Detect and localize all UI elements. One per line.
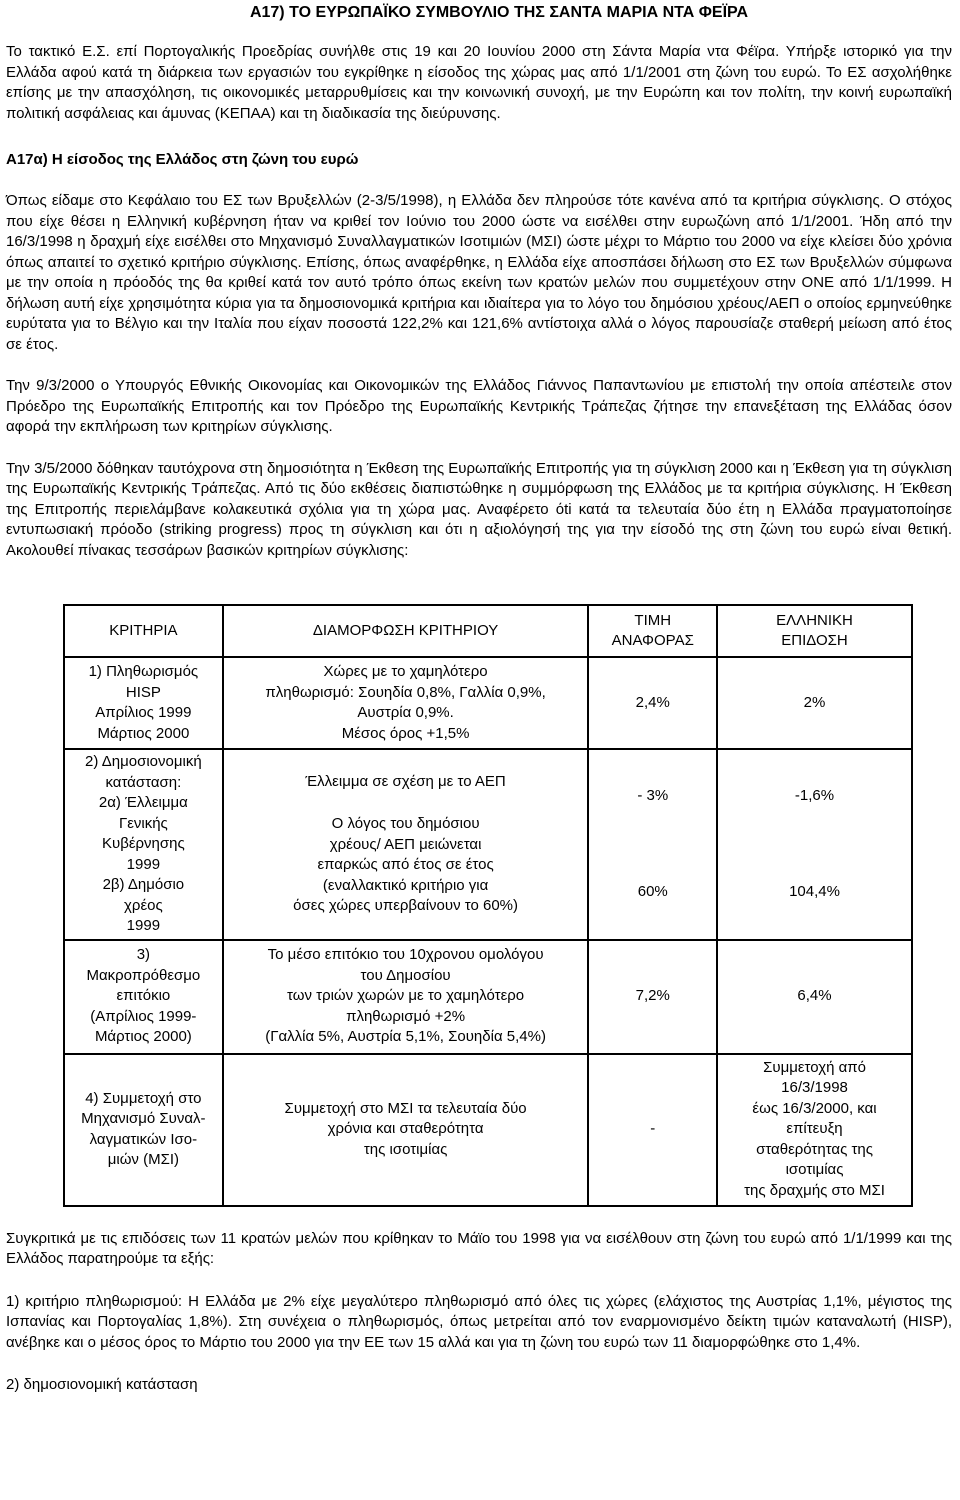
cell-line: επίτευξη	[786, 1120, 843, 1138]
cell-line: επαρκώς από έτος σε έτος	[317, 856, 494, 874]
header-greek-line: ΕΛΛΗΝΙΚΗ	[776, 611, 853, 629]
cell-gap	[593, 806, 712, 882]
cell-line: χρέος	[124, 896, 163, 914]
paragraph-fiscal: 2) δημοσιονομική κατάσταση	[6, 1376, 198, 1393]
cell-line: μιών (ΜΣΙ)	[107, 1151, 179, 1168]
cell-line: λαγματικών Ισο-	[89, 1130, 198, 1148]
cell-line: Μηχανισμό Συναλ-	[81, 1110, 206, 1127]
row4-greek	[717, 1054, 912, 1206]
row1-formation	[223, 657, 589, 749]
cell-line: Κυβέρνησης	[102, 835, 185, 852]
paragraph-inflation: 1) κριτήριο πληθωρισμού: Η Ελλάδα με 2% είχε μεγαλύτερο πληθωρισμό από όλες τις χώρες (ελάχιστος της Αυστρίας 1,1%, μέγιστος της Ισπανίας και Πορτογαλίας 1,8%). Στη συνέχεια ο πληθωρισμός, όπως μετρείται από τον εναρμονισμένο δείκτη τιμών καταναλωτή (HISP), ανέβηκε και ο μέσος όρος το Μάρτιο του 2000 για την ΕΕ των 15 αλλά και για τη ζώνη του ευρώ των 11 διαμορφώθηκε στο 1,4%.	[6, 1292, 952, 1351]
row1-criteria	[64, 657, 223, 749]
cell-line: Έλλειμμα σε σχέση με το ΑΕΠ	[305, 772, 506, 790]
cell-line: 3)	[136, 946, 151, 964]
section-heading: Α17α) Η είσοδος της Ελλάδος στη ζώνη του ευρώ	[6, 151, 359, 168]
cell-line: του Δημοσίου	[360, 966, 451, 984]
cell-line: Χώρες με το χαμηλότερο	[323, 663, 488, 680]
cell-line: Συμμετοχή στο ΜΣΙ τα τελευταία δύο	[284, 1099, 527, 1117]
cell-line: 1) Πληθωρισμός	[88, 663, 199, 680]
header-criteria: ΚΡΙΤΗΡΙΑ	[64, 605, 223, 657]
cell-line: -1,6%	[794, 786, 835, 804]
cell-line: επιτόκιο	[116, 987, 171, 1005]
header-reference-line: ΑΝΑΦΟΡΑΣ	[611, 632, 694, 649]
row4-criteria	[64, 1054, 223, 1206]
cell-line: (εναλλακτικό κριτήριο για	[322, 876, 489, 894]
table-header-row	[64, 605, 912, 657]
cell-line: 16/3/1998	[781, 1079, 848, 1097]
criteria-table	[63, 604, 913, 1207]
cell-line: Μακροπρόθεσμο	[86, 966, 201, 984]
cell-line: Το μέσο επιτόκιο του 10χρονου ομολόγου	[267, 946, 544, 964]
cell-line: - 3%	[637, 786, 669, 804]
cell-line: Μάρτιος 2000	[97, 724, 190, 742]
cell-line: σταθερότητας της	[756, 1140, 873, 1158]
row2-greek	[717, 749, 912, 940]
table-row	[64, 657, 912, 749]
cell-line: 104,4%	[789, 883, 840, 901]
cell-line: 1999	[126, 917, 161, 934]
cell-line: (Γαλλία 5%, Αυστρία 5,1%, Σουηδία 5,4%)	[265, 1028, 546, 1046]
row1-reference: 2,4%	[588, 657, 717, 749]
cell-line: έως 16/3/2000, και	[752, 1099, 877, 1117]
cell-line: 2β) Δημόσιο	[102, 876, 185, 893]
row4-reference: -	[588, 1054, 717, 1206]
row3-greek: 6,4%	[717, 940, 912, 1054]
paragraph-intro: Το τακτικό Ε.Σ. επί Πορτογαλικής Προεδρίας συνήλθε στις 19 και 20 Ιουνίου 2000 στη Σάντα Μαρία ντα Φέϊρα. Υπήρξε ιστορικό για την Ελλάδα αφού κατά τη διάρκεια των εργασιών του εγκρίθηκε η είσοδος της χώρας μας από 1/1/2001 στη ζώνη του ευρώ. Το ΕΣ ασχολήθηκε επίσης με την απασχόληση, τις οικονομικές μεταρρυθμίσεις και την κοινωνική συνοχή, με την Ευρώπη και τον πολίτη, την κοινή ευρωπαϊκή πολιτική ασφάλειας και άμυνας (ΚΕΠΑΑ) και τη διαδικασία της διεύρυνσης.	[6, 43, 952, 122]
cell-line: όσες χώρες υπερβαίνουν το 60%)	[293, 897, 519, 915]
cell-line: 1999	[126, 855, 161, 873]
cell-gap	[228, 792, 584, 814]
cell-line: Ο λόγος του δημόσιου	[331, 815, 480, 833]
cell-line: Γενικής	[118, 814, 168, 832]
criteria-table-wrapper	[63, 604, 952, 1207]
cell-line: 60%	[637, 883, 668, 901]
cell-line: HISP	[125, 683, 161, 701]
cell-line: πληθωρισμό: Σουηδία 0,8%, Γαλλία 0,9%,	[265, 683, 546, 701]
cell-line: Μάρτιος 2000)	[94, 1028, 192, 1046]
table-row	[64, 940, 912, 1054]
cell-line: Αυστρία 0,9%.	[357, 704, 454, 721]
cell-line: πληθωρισμό +2%	[346, 1007, 466, 1025]
row1-greek: 2%	[717, 657, 912, 749]
row2-formation	[223, 749, 589, 940]
header-greek	[717, 605, 912, 657]
cell-line: Συμμετοχή από	[763, 1058, 866, 1076]
cell-line: χρόνια και σταθερότητα	[327, 1120, 484, 1138]
cell-line: της δραχμής στο ΜΣΙ	[744, 1181, 885, 1199]
cell-line: της ισοτιμίας	[363, 1140, 448, 1158]
cell-line: (Απρίλιος 1999-	[90, 1007, 197, 1025]
cell-line: Μέσος όρος +1,5%	[341, 724, 470, 742]
paragraph-comparison: Συγκριτικά με τις επιδόσεις των 11 κρατών μελών που κρίθηκαν το Μάϊο του 1998 για να εισέλθουν στη ζώνη του ευρώ από 1/1/1999 και της Ελλάδος παρατηρούμε τα εξής:	[6, 1229, 952, 1267]
cell-line: κατάσταση:	[105, 773, 182, 791]
row3-reference: 7,2%	[588, 940, 717, 1054]
row2-reference	[588, 749, 717, 940]
row2-criteria	[64, 749, 223, 940]
table-row	[64, 749, 912, 940]
cell-line: χρέους/ ΑΕΠ μειώνεται	[329, 835, 482, 853]
header-formation: ΔΙΑΜΟΡΦΩΣΗ ΚΡΙΤΗΡΙΟΥ	[223, 605, 589, 657]
row3-formation	[223, 940, 589, 1054]
cell-line: ισοτιμίας	[785, 1161, 844, 1179]
document-title: Α17) ΤΟ ΕΥΡΩΠΑΪΚΟ ΣΥΜΒΟΥΛΙΟ ΤΗΣ ΣΑΝΤΑ ΜΑΡΙΑ ΝΤΑ ΦΕΪΡΑ	[249, 4, 749, 21]
cell-line: Απρίλιος 1999	[95, 704, 192, 721]
paragraph-letter: Την 9/3/2000 ο Υπουργός Εθνικής Οικονομίας και Οικονομικών της Ελλάδος Γιάννος Παπαντωνίου με επιστολή την οποία απέστειλε στον Πρόεδρο της Ευρωπαϊκής Επιτροπής και τον Πρόεδρο της Ευρωπαϊκής Κεντρικής Τράπεζας ζήτησε την επανεξέταση της Ελλάδας όσον αφορά την εκπλήρωση των κριτηρίων σύγκλισης.	[6, 377, 952, 435]
table-row	[64, 1054, 912, 1206]
paragraph-reports: Την 3/5/2000 δόθηκαν ταυτόχρονα στη δημοσιότητα η Έκθεση της Ευρωπαϊκής Επιτροπής για τη σύγκλιση 2000 και η Έκθεση για τη σύγκλιση της Ευρωπαϊκής Κεντρικής Τράπεζας. Από τις δύο εκθέσεις διαπιστώθηκε η συμμόρφωση της Ελλάδος με τα κριτήρια σύγκλισης. Η Έκθεση της Επιτροπής περιελάμβανε κολακευτικά σχόλια για τη χώρα μας. Αναφέρετο όti κατά τα τελευταία δύο έτη η Ελλάδα πραγματοποίησε εντυπωσιακή πρόοδο (striking progress) προς τη σύγκλιση και ότι η αξιολόγησή της για την είσοδό της στη ζώνη του ευρώ είναι θετική. Ακολουθεί πίνακας τεσσάρων βασικών κριτηρίων σύγκλισης:	[6, 459, 952, 559]
header-greek-line: ΕΠΙΔΟΣΗ	[781, 632, 848, 649]
cell-gap	[722, 806, 907, 882]
row4-formation	[223, 1054, 589, 1206]
cell-line: 4) Συμμετοχή στο	[85, 1089, 202, 1107]
cell-line: των τριών χωρών με το χαμηλότερο	[287, 987, 525, 1005]
header-reference-line: ΤΙΜΗ	[634, 611, 672, 629]
header-reference	[588, 605, 717, 657]
row3-criteria	[64, 940, 223, 1054]
cell-line: 2) Δημοσιονομική	[85, 753, 202, 770]
paragraph-background: Όπως είδαμε στο Κεφάλαιο του ΕΣ των Βρυξελλών (2-3/5/1998), η Ελλάδα δεν πληρούσε τότε κανένα από τα κριτήρια σύγκλισης. Ο στόχος που είχε θέσει η Ελληνική κυβέρνηση ήταν να κριθεί τον Ιούνιο του 2000 ώστε να εισέλθει στην ευρωζώνη από 1/1/2001. Ήδη από την 16/3/1998 η δραχμή είχε εισέλθει στο Μηχανισμό Συναλλαγματικών Ισοτιμιών (ΜΣΙ) ώστε μέχρι το Μάρτιο του 2000 να είχε κλείσει δύο χρόνια όπως απαιτεί το σχετικό κριτήριο σύγκλισης. Επίσης, όπως αναφέρθηκε, η Ελλάδα είχε αποσπάσει δήλωση στο ΕΣ των Βρυξελλών σύμφωνα με την οποία η πρόοδός της θα κριθεί κατά τον αυτό τρόπο όπως εκείνη των κρατών μελών που συμμετέχουν στην ΟΝΕ από 1/1/1999. Η δήλωση αυτή είχε χρησιμότητα κύρια για τα δημοσιονομικά κριτήρια και ιδιαίτερα για το λόγο του δημόσιου χρέους/ΑΕΠ ο οποίος ερμηνεύθηκε ευρύτατα για το Βέλγιο και την Ιταλία που είχαν ποσοστά 122,2% και 121,6% αντίστοιχα αλλά ο λόγος παρουσίαζε σταθερή μείωση από έτος σε έτος.	[6, 192, 952, 353]
cell-line: 2α) Έλλειμμα	[98, 794, 188, 811]
